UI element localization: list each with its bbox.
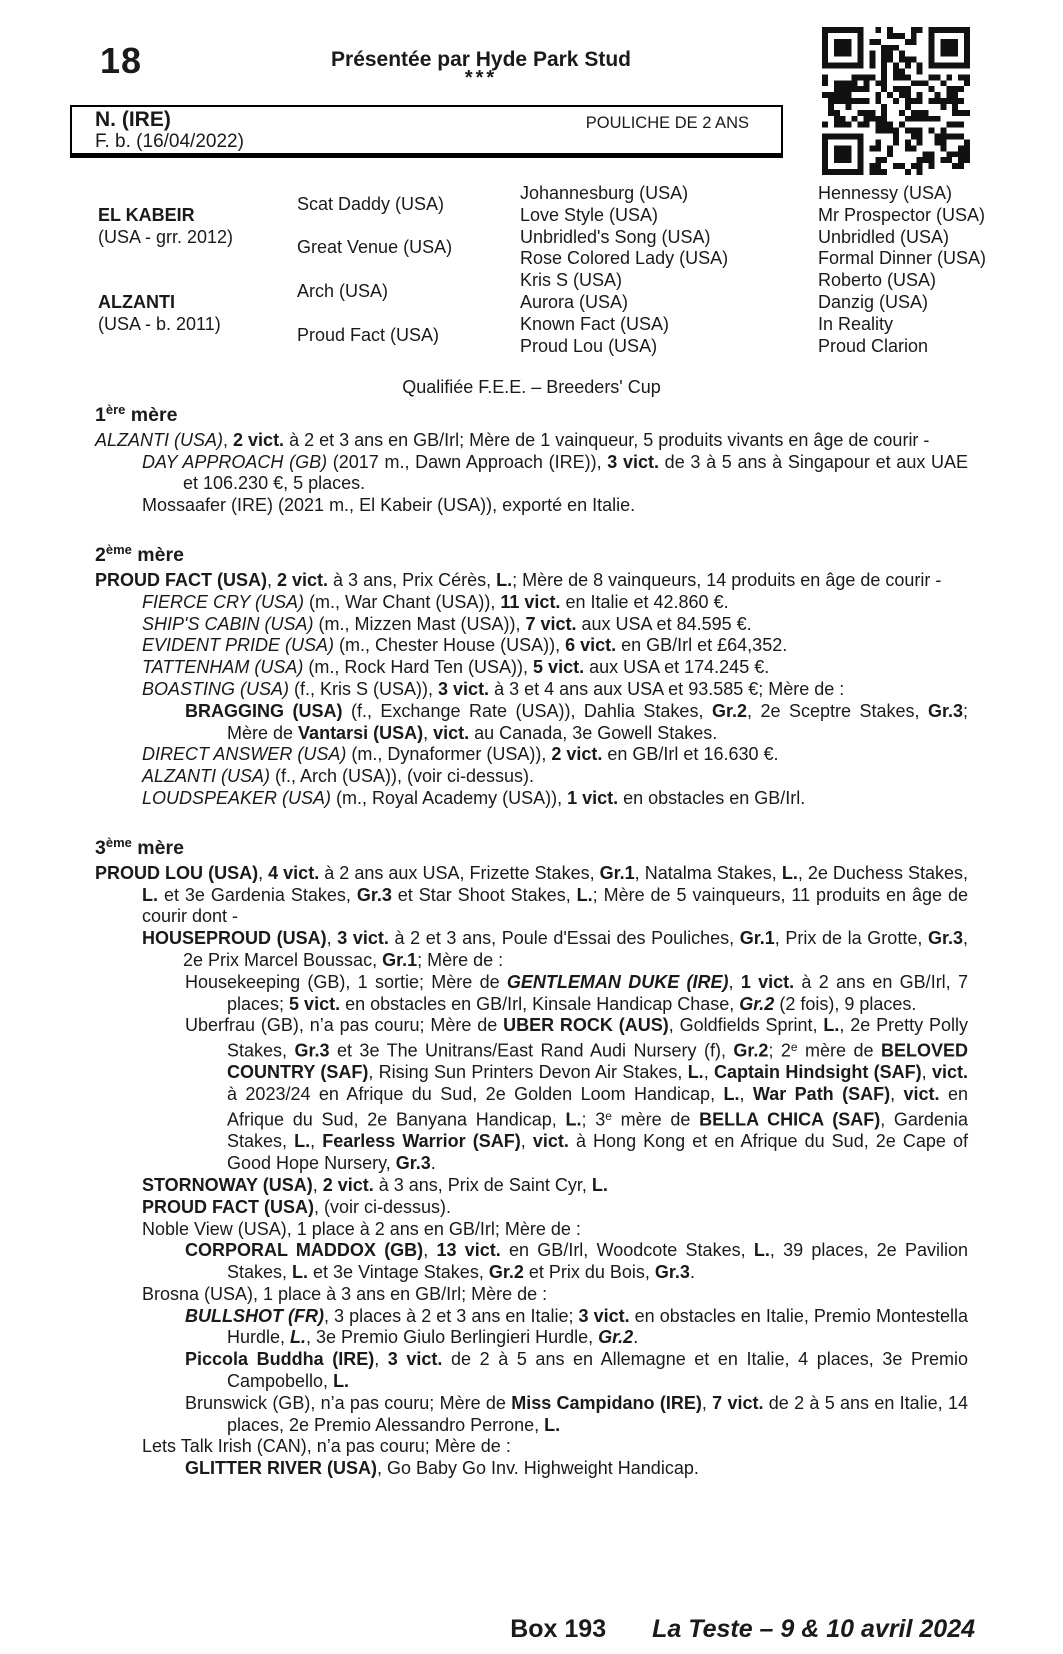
- heading-label: mère: [125, 403, 178, 426]
- pedigree-paragraph: Lets Talk Irish (CAN), n’a pas couru; Mère de :: [142, 1436, 511, 1457]
- section-heading: [95, 832, 968, 859]
- great-grandparent-name: Unbridled's Song (USA): [520, 226, 711, 247]
- pedigree-paragraph: Noble View (USA), 1 place à 2 ans en GB/Irl; Mère de :: [142, 1218, 581, 1239]
- lot-number: 18: [100, 40, 143, 81]
- pedigree-paragraph: BULLSHOT (FR), 3 places à 2 et 3 ans en Italie; 3 vict. en obstacles en Italie, Premio Montestella Hurdle, L., 3e Premio Giulo Berlingieri Hurdle, Gr.2.: [185, 1305, 968, 1348]
- pedigree-paragraph: LOUDSPEAKER (USA) (m., Royal Academy (USA)), 1 vict. en obstacles en GB/Irl.: [142, 787, 806, 808]
- pedigree-paragraph: TATTENHAM (USA) (m., Rock Hard Ten (USA)), 5 vict. aux USA et 174.245 €.: [142, 657, 770, 678]
- pedigree-paragraph: PROUD FACT (USA), (voir ci-dessus).: [142, 1196, 452, 1217]
- section-paragraphs: [95, 430, 968, 517]
- horse-identity: [72, 107, 244, 153]
- pedigree-paragraph: PROUD LOU (USA), 4 vict. à 2 ans aux USA, Frizette Stakes, Gr.1, Natalma Stakes, L., 2e Duchess Stakes, L. et 3e Gardenia Stakes, Gr.3 et Star Shoot Stakes, L.; Mère de 5 vainqueurs, 11 produits en âge de courir dont -: [95, 862, 969, 927]
- pedigree-paragraph: PROUD FACT (USA), 2 vict. à 3 ans, Prix Cérès, L.; Mère de 8 vainqueurs, 14 produits en âge de courir -: [95, 569, 942, 590]
- heading-ordinal-suffix: ème: [105, 834, 132, 850]
- pedigree-paragraph: GLITTER RIVER (USA), Go Baby Go Inv. Highweight Handicap.: [185, 1458, 699, 1479]
- section-third-dam: [95, 832, 968, 1480]
- section-paragraphs: [95, 570, 968, 810]
- great-great-grandparent-name: Proud Clarion: [818, 335, 929, 356]
- sire-origin: (USA - grr. 2012): [98, 226, 234, 247]
- grandparent-name: Arch (USA): [297, 281, 389, 302]
- great-grandparent-name: Love Style (USA): [520, 204, 659, 225]
- pedigree-paragraph: DIRECT ANSWER (USA) (m., Dynaformer (USA)), 2 vict. en GB/Irl et 16.630 €.: [142, 744, 779, 765]
- great-grandparent-name: Rose Colored Lady (USA): [520, 248, 729, 269]
- box-number: Box 193: [510, 1615, 607, 1643]
- heading-ordinal-suffix: ème: [105, 541, 132, 557]
- qualification-line: Qualifiée F.E.E. – Breeders' Cup: [402, 377, 661, 397]
- section-heading: [95, 399, 968, 426]
- section-paragraphs: [95, 863, 968, 1480]
- grandparent-name: Great Venue (USA): [297, 237, 453, 258]
- stars-separator: ***: [464, 67, 498, 89]
- horse-name: N. (IRE): [95, 108, 171, 131]
- pedigree-paragraph: BOASTING (USA) (f., Kris S (USA)), 3 vict. à 3 et 4 ans aux USA et 93.585 €; Mère de :: [142, 678, 845, 699]
- dam-block: [98, 270, 294, 357]
- dam-origin: (USA - b. 2011): [98, 313, 221, 334]
- pedigree-great-great-grandparents-column: [818, 183, 1063, 357]
- heading-ordinal-suffix: ère: [105, 401, 126, 417]
- sire-block: [98, 183, 294, 270]
- great-great-grandparent-name: In Reality: [818, 313, 894, 334]
- great-great-grandparent-name: Formal Dinner (USA): [818, 248, 987, 269]
- pedigree-paragraph: Housekeeping (GB), 1 sortie; Mère de GENTLEMAN DUKE (IRE), 1 vict. à 2 ans en GB/Irl, 7 places; 5 vict. en obstacles en GB/Irl, Kinsale Handicap Chase, Gr.2 (2 fois), 9 places.: [185, 971, 968, 1014]
- category-label: POULICHE DE 2 ANS: [585, 114, 749, 132]
- great-great-grandparent-name: Hennessy (USA): [818, 183, 953, 203]
- heading-number: 2: [95, 543, 106, 566]
- great-grandparent-name: Aurora (USA): [520, 291, 629, 312]
- pedigree-paragraph: SHIP'S CABIN (USA) (m., Mizzen Mast (USA)), 7 vict. aux USA et 84.595 €.: [142, 613, 752, 634]
- pedigree-paragraph: FIERCE CRY (USA) (m., War Chant (USA)), 11 vict. en Italie et 42.860 €.: [142, 591, 729, 612]
- section-second-dam: [95, 539, 968, 810]
- sire-name: EL KABEIR: [98, 204, 195, 225]
- pedigree-paragraph: STORNOWAY (USA), 2 vict. à 3 ans, Prix de Saint Cyr, L.: [142, 1174, 608, 1195]
- pedigree-text: [95, 399, 968, 1480]
- page-footer: [0, 1615, 975, 1644]
- pedigree-parents-column: [98, 183, 294, 357]
- pedigree-paragraph: CORPORAL MADDOX (GB), 13 vict. en GB/Irl, Woodcote Stakes, L., 39 places, 2e Pavilion Stakes, L. et 3e Vintage Stakes, Gr.2 et Prix du Bois, Gr.3.: [185, 1240, 968, 1283]
- pedigree-paragraph: Piccola Buddha (IRE), 3 vict. de 2 à 5 ans en Allemagne et en Italie, 4 places, 3e Premio Campobello, L.: [185, 1349, 968, 1392]
- great-grandparent-name: Kris S (USA): [520, 270, 623, 291]
- grandparent-name: Proud Fact (USA): [297, 324, 440, 345]
- sale-name-date: La Teste – 9 & 10 avril 2024: [652, 1615, 975, 1643]
- pedigree-paragraph: Uberfrau (GB), n’a pas couru; Mère de UBER ROCK (AUS), Goldfields Sprint, L., 2e Pretty Polly Stakes, Gr.3 et 3e The Unitrans/East Rand Audi Nursery (f), Gr.2; 2e mère de BELOVED COUNTRY (SAF), Rising Sun Printers Devon Air Stakes, L., Captain Hindsight (SAF), vict. à 2023/24 en Afrique du Sud, 2e Golden Loom Handicap, L., War Path (SAF), vict. en Afrique du Sud, 2e Banyana Handicap, L.; 3e mère de BELLA CHICA (SAF), Gardenia Stakes, L., Fearless Warrior (SAF), vict. à Hong Kong et en Afrique du Sud, 2e Cape of Good Hope Nursery, Gr.3.: [185, 1015, 969, 1174]
- page-header: [0, 0, 1063, 377]
- pedigree-great-grandparents-column: [520, 183, 815, 357]
- pedigree-paragraph: Brosna (USA), 1 place à 3 ans en GB/Irl; Mère de :: [142, 1283, 548, 1304]
- great-great-grandparent-name: Unbridled (USA): [818, 226, 950, 247]
- pedigree-paragraph: ALZANTI (USA) (f., Arch (USA)), (voir ci-dessus).: [142, 766, 535, 787]
- horse-birth-date: F. b. (16/04/2022): [95, 131, 244, 152]
- great-grandparent-name: Known Fact (USA): [520, 313, 670, 334]
- qr-code-icon: [822, 26, 970, 176]
- pedigree-paragraph: HOUSEPROUD (USA), 3 vict. à 2 et 3 ans, Poule d'Essai des Pouliches, Gr.1, Prix de la Grotte, Gr.3, 2e Prix Marcel Boussac, Gr.1; Mère de :: [142, 928, 968, 970]
- heading-number: 1: [95, 403, 106, 426]
- pedigree-paragraph: Brunswick (GB), n’a pas couru; Mère de Miss Campidano (IRE), 7 vict. de 2 à 5 ans en Italie, 14 places, 2e Premio Alessandro Perrone, L.: [185, 1392, 968, 1435]
- section-first-dam: [95, 399, 968, 517]
- heading-label: mère: [131, 836, 184, 859]
- pedigree-paragraph: ALZANTI (USA), 2 vict. à 2 et 3 ans en GB/Irl; Mère de 1 vainqueur, 5 produits vivants en âge de courir -: [95, 429, 930, 450]
- pedigree-paragraph: EVIDENT PRIDE (USA) (m., Chester House (USA)), 6 vict. en GB/Irl et £64,352.: [142, 635, 788, 656]
- pedigree-paragraph: BRAGGING (USA) (f., Exchange Rate (USA)), Dahlia Stakes, Gr.2, 2e Sceptre Stakes, Gr.3; Mère de Vantarsi (USA), vict. au Canada, 3e Gowell Stakes.: [185, 700, 969, 743]
- grandparent-name: Scat Daddy (USA): [297, 193, 445, 214]
- great-great-grandparent-name: Mr Prospector (USA): [818, 204, 986, 225]
- horse-header-box: [70, 105, 783, 158]
- pedigree-table: [95, 183, 1045, 359]
- heading-label: mère: [131, 543, 184, 566]
- pedigree-paragraph: Mossaafer (IRE) (2021 m., El Kabeir (USA)), exporté en Italie.: [142, 495, 636, 516]
- great-grandparent-name: Johannesburg (USA): [520, 183, 689, 203]
- heading-number: 3: [95, 836, 106, 859]
- pedigree-paragraph: DAY APPROACH (GB) (2017 m., Dawn Approach (IRE)), 3 vict. de 3 à 5 ans à Singapour et aux UAE et 106.230 €, 5 places.: [142, 451, 969, 494]
- great-great-grandparent-name: Danzig (USA): [818, 291, 929, 312]
- great-grandparent-name: Proud Lou (USA): [520, 335, 658, 356]
- presenter-line: Présentée par Hyde Park Stud: [331, 48, 631, 71]
- pedigree-grandparents-column: [297, 183, 517, 357]
- dam-name: ALZANTI: [98, 291, 175, 312]
- section-heading: [95, 539, 968, 566]
- great-great-grandparent-name: Roberto (USA): [818, 270, 937, 291]
